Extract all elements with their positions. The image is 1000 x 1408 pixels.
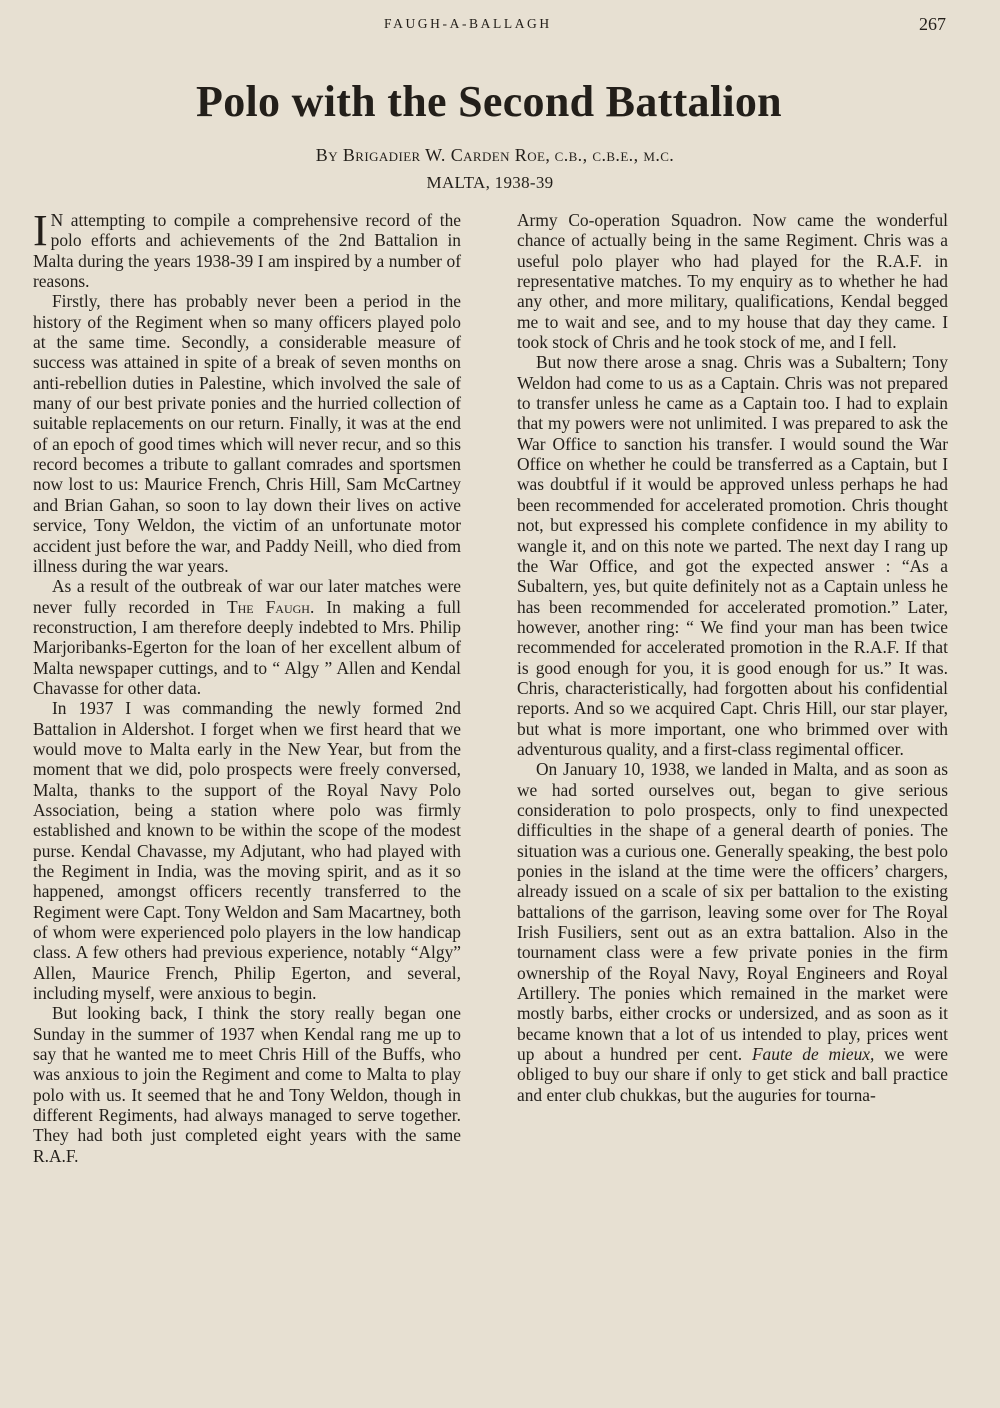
italic-phrase: Faute de mieux, [751, 1044, 875, 1065]
paragraph-landing-after: we were obliged to buy our share if only to get stick and ball practice and enter club chukkas, but the auguries for tourna- [517, 1044, 948, 1105]
paragraph-intro-text: N attempting to compile a comprehensive record of the polo efforts and achievements of the 2nd Battalion in Malta during the years 1938-39 I am inspired by a number of reasons. [33, 210, 461, 292]
byline [0, 145, 990, 166]
place-date: MALTA, 1938-39 [426, 173, 554, 192]
running-header: FAUGH-A-BALLAGH [384, 16, 552, 31]
article-title: Polo with the Second Battalion [196, 77, 782, 126]
right-column [517, 210, 948, 1105]
paragraph-looking-back: But looking back, I think the story really began one Sunday in the summer of 1937 when Kendal rang me up to say that he wanted me to meet Chris Hill of the Buffs, who was anxious to join the Regiment and come to Malta to play polo with us. It seemed that he and Tony Weldon, though in different Regiments, had always managed to serve together. They had both just completed eight years with the same R.A.F. [33, 1003, 461, 1166]
byline-author: By Brigadier W. Carden Roe, [315, 145, 551, 165]
paragraph-snag: But now there arose a snag. Chris was a Subaltern; Tony Weldon had come to us as a Captain. Chris was not prepared to transfer unless he came as a Captain too. I had to explain that my powers were not unlimited. I was prepared to ask the War Office to sanction his transfer. I would sound the War Office on whether he could be transferred as a Captain, but I was doubtful if it would be approved unless perhaps he had been recommended for accelerated promotion. Chris thought not, but expressed his complete confidence in my ability to wangle it, and on this note we parted. The next day I rang up the War Office, and got the expected answer : “As a Subaltern, yes, but quite definitely not as a Captain unless he has been recommended for accelerated promotion.” Later, however, another ring: “ We find your man has been twice recommended for accelerated promotion in the R.A.F. If that is good enough for you, it is good enough for us.” It was. Chris, characteristically, had forgotten about his confidential reports. And so we acquired Capt. Chris Hill, our star player, but what is more important, one who brimmed over with adventurous quality, and a first-class regimental officer. [517, 352, 948, 759]
paragraph-continuation: Army Co-operation Squadron. Now came the wonderful chance of actually being in the same Regiment. Chris was a useful polo player who had played for the R.A.F. in representative matches. To my enquiry as to whether he had any other, and more military, qualifications, Kendal begged me to wait and see, and to my house that day they came. I took stock of Chris and he took stock of me, and I fell. [517, 210, 948, 353]
paragraph-war-records-before: As a result of the outbreak of war our later matches were never fully recorded in [33, 576, 461, 617]
paragraph-war-records-after: In making a full reconstruction, I am therefore deeply indebted to Mrs. Philip Marjoribanks-Egerton for the loan of her excellent album of Malta newspaper cuttings, and to “ Algy ” Allen and Kendal Chavasse for other data. [33, 596, 462, 698]
paragraph-landing-before: On January 10, 1938, we landed in Malta, and as soon as we had sorted ourselves out, began to give serious consideration to polo prospects, only to find unexpected difficulties in the shape of a general dearth of ponies. The situation was a curious one. Generally speaking, the best polo ponies in the island at the time were the officers’ chargers, already issued on a scale of six per battalion to the existing battalions of the garrison, leaving some over for The Royal Irish Fusiliers, sent out as an extra battalion. Also in the tournament class were a few private ponies in the firm ownership of the Royal Navy, Royal Engineers and Royal Artillery. The ponies which remained in the market were mostly barbs, either crocks or undersized, and as soon as it became known that a lot of us intended to play, prices went up about a hundred per cent. [517, 759, 948, 1065]
byline-honours: c.b., c.b.e., m.c. [554, 145, 675, 165]
journal-name: The Faugh. [226, 596, 315, 617]
left-column [33, 206, 462, 1166]
paragraph-aldershot: In 1937 I was commanding the newly formed 2nd Battalion in Aldershot. I forget when we first heard that we would move to Malta early in the New Year, but from the moment that we did, polo prospects were freely conversed, Malta, thanks to the support of the Royal Navy Polo Association, being a station where polo was firmly established and known to be within the scope of the modest purse. Kendal Chavasse, my Adjutant, who had played with the Regiment in India, was the moving spirit, and as it so happened, amongst officers recently transferred to the Regiment were Capt. Tony Weldon and Sam Macartney, both of whom were experienced polo players in the low handicap class. A few others had previous experience, notably “Algy” Allen, Maurice French, Philip Egerton, and several, including myself, were anxious to begin. [33, 698, 461, 1004]
drop-cap: I [33, 206, 48, 255]
paragraph-war-records [33, 576, 461, 698]
paragraph-firstly: Firstly, there has probably never been a period in the history of the Regiment when so many officers played polo at the same time. Secondly, a considerable measure of success was attained in spite of a break of seven months on anti-rebellion duties in Palestine, which involved the sale of many of our best private ponies and the hurried collection of suitable replacements on our return. Finally, it was at the end of an epoch of good times which will never recur, and so this record becomes a tribute to gallant comrades and sportsmen now lost to us: Maurice French, Chris Hill, Sam McCartney and Brian Gahan, so soon to lay down their lives on active service, Tony Weldon, the victim of an unfortunate motor accident just before the war, and Paddy Neill, who died from illness during the war years. [33, 291, 461, 576]
page-number: 267 [919, 14, 946, 34]
paragraph-intro [33, 206, 461, 292]
paragraph-landing [517, 759, 948, 1105]
